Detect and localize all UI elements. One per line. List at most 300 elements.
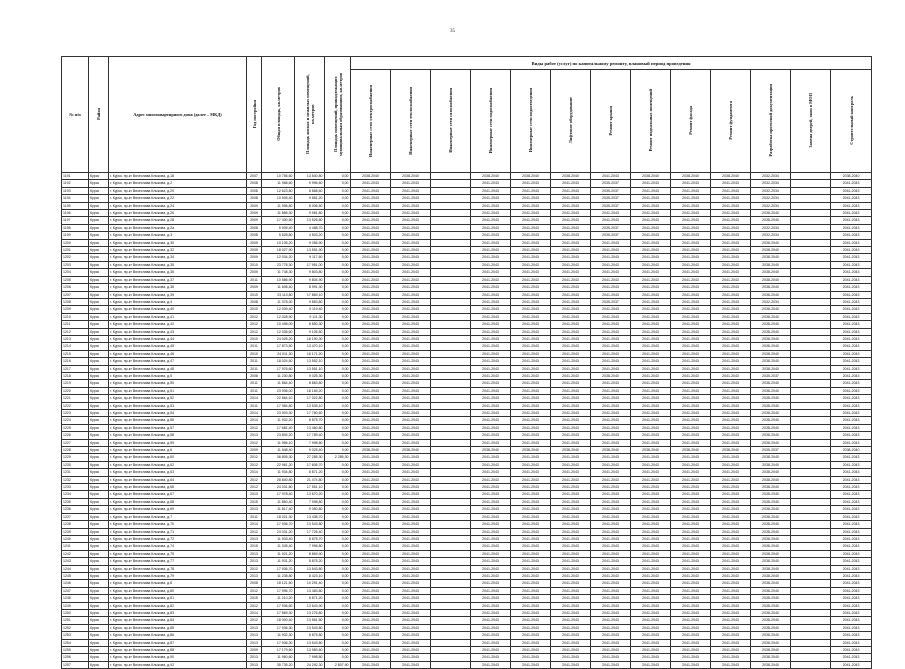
cell-work-doors-windows	[791, 187, 831, 194]
cell-work-construction-control: 2041-2043	[831, 224, 872, 231]
cell-residential-area: 9 804,90	[295, 276, 325, 283]
cell-district: Курск	[89, 247, 109, 254]
cell-work-sewer: 2041-2043	[511, 617, 551, 624]
cell-work-construction-control: 2041-2043	[831, 491, 872, 498]
table-row	[62, 232, 872, 239]
cell-work-foundation: 2041-2043	[711, 550, 751, 557]
cell-district: Курск	[89, 217, 109, 224]
cell-address: г. Курск, пр-кт Вячеслава Клыкова, д.39	[109, 291, 247, 298]
cell-work-roof: 2041-2043	[591, 461, 631, 468]
cell-year: 2008	[247, 232, 262, 239]
cell-work-roof: 2041-2043	[591, 602, 631, 609]
cell-work-sewer: 2041-2043	[511, 602, 551, 609]
table-row	[62, 291, 872, 298]
cell-work-basement: 2041-2043	[631, 276, 671, 283]
cell-row-no: 1191	[62, 173, 89, 180]
cell-work-construction-control: 2041-2043	[831, 202, 872, 209]
cell-year: 2008	[247, 180, 262, 187]
cell-work-design-docs: 2038-2040	[751, 358, 791, 365]
cell-year: 2013	[247, 491, 262, 498]
cell-work-electric: 2041-2043	[351, 469, 391, 476]
table-row	[62, 647, 872, 654]
cell-work-gas	[431, 387, 471, 394]
cell-work-doors-windows	[791, 343, 831, 350]
cell-total-area: 11 748,30	[262, 269, 295, 276]
cell-work-water: 2041-2043	[471, 558, 511, 565]
cell-address: г. Курск, пр-кт Вячеслава Клыкова, д.20	[109, 187, 247, 194]
cell-work-elevator: 2041-2043	[551, 439, 591, 446]
cell-work-roof: 2041-2043	[591, 572, 631, 579]
cell-work-sewer: 2041-2043	[511, 580, 551, 587]
cell-work-electric: 2041-2043	[351, 210, 391, 217]
cell-work-foundation: 2041-2043	[711, 565, 751, 572]
cell-work-sewer: 2041-2043	[511, 632, 551, 639]
cell-communal-area: 0,00	[325, 298, 351, 305]
cell-row-no: 1199	[62, 232, 89, 239]
cell-work-gas	[431, 350, 471, 357]
cell-work-foundation: 2041-2043	[711, 417, 751, 424]
cell-work-gas	[431, 580, 471, 587]
cell-row-no: 1219	[62, 380, 89, 387]
cell-district: Курск	[89, 210, 109, 217]
cell-work-basement: 2041-2043	[631, 387, 671, 394]
cell-address: г. Курск, пр-кт Вячеслава Клыкова, д.82	[109, 602, 247, 609]
cell-total-area: 11 932,20	[262, 417, 295, 424]
cell-residential-area: 13 438,70	[295, 513, 325, 520]
cell-work-design-docs: 2038-2040	[751, 484, 791, 491]
cell-work-roof: 2041-2043	[591, 335, 631, 342]
cell-total-area: 23 903,30	[262, 410, 295, 417]
cell-work-sewer: 2041-2043	[511, 558, 551, 565]
cell-work-design-docs: 2038-2040	[751, 498, 791, 505]
cell-work-foundation: 2041-2043	[711, 224, 751, 231]
cell-year: 2008	[247, 372, 262, 379]
table-row	[62, 402, 872, 409]
cell-work-heating: 2041-2043	[391, 461, 431, 468]
table-row	[62, 350, 872, 357]
cell-work-design-docs: 2038-2040	[751, 424, 791, 431]
table-row	[62, 261, 872, 268]
cell-communal-area: 0,00	[325, 210, 351, 217]
cell-row-no: 1227	[62, 439, 89, 446]
cell-address: г. Курск, пр-кт Вячеслава Клыкова, д.59	[109, 439, 247, 446]
cell-residential-area: 4 488,70	[295, 224, 325, 231]
cell-total-area: 12 623,80	[262, 187, 295, 194]
cell-work-foundation: 2041-2043	[711, 498, 751, 505]
cell-work-facade: 2041-2043	[671, 506, 711, 513]
cell-work-doors-windows	[791, 491, 831, 498]
cell-work-sewer: 2041-2043	[511, 254, 551, 261]
cell-work-doors-windows	[791, 269, 831, 276]
cell-work-electric: 2041-2043	[351, 261, 391, 268]
cell-work-construction-control: 2041-2043	[831, 313, 872, 320]
cell-total-area: 11 238,80	[262, 572, 295, 579]
cell-work-basement: 2041-2043	[631, 558, 671, 565]
cell-work-basement: 2041-2043	[631, 239, 671, 246]
cell-work-elevator: 2041-2043	[551, 632, 591, 639]
cell-work-construction-control: 2041-2043	[831, 180, 872, 187]
table-header	[62, 57, 872, 173]
cell-work-roof: 2041-2043	[591, 239, 631, 246]
cell-work-electric: 2041-2043	[351, 224, 391, 231]
cell-work-construction-control: 2041-2043	[831, 328, 872, 335]
cell-work-sewer: 2041-2043	[511, 239, 551, 246]
cell-row-no: 1224	[62, 417, 89, 424]
table-row	[62, 195, 872, 202]
cell-work-construction-control: 2041-2043	[831, 454, 872, 461]
cell-work-foundation: 2041-2043	[711, 580, 751, 587]
table-row	[62, 439, 872, 446]
cell-work-elevator: 2041-2043	[551, 180, 591, 187]
cell-work-design-docs: 2038-2040	[751, 469, 791, 476]
cell-work-water: 2041-2043	[471, 609, 511, 616]
cell-work-elevator: 2041-2043	[551, 521, 591, 528]
cell-work-construction-control: 2041-2043	[831, 306, 872, 313]
cell-work-doors-windows	[791, 247, 831, 254]
cell-district: Курск	[89, 602, 109, 609]
cell-work-doors-windows	[791, 595, 831, 602]
cell-work-basement: 2041-2043	[631, 484, 671, 491]
cell-work-facade: 2041-2043	[671, 454, 711, 461]
cell-work-roof: 2041-2043	[591, 328, 631, 335]
cell-district: Курск	[89, 180, 109, 187]
cell-work-electric: 2041-2043	[351, 624, 391, 631]
cell-work-facade: 2041-2043	[671, 476, 711, 483]
cell-work-gas	[431, 572, 471, 579]
cell-work-electric: 2041-2043	[351, 506, 391, 513]
cell-work-design-docs: 2038-2040	[751, 395, 791, 402]
cell-work-facade: 2041-2043	[671, 521, 711, 528]
cell-work-doors-windows	[791, 358, 831, 365]
cell-total-area: 11 956,10	[262, 439, 295, 446]
cell-work-electric: 2041-2043	[351, 306, 391, 313]
cell-communal-area: 0,00	[325, 358, 351, 365]
cell-work-facade: 2041-2043	[671, 595, 711, 602]
cell-work-foundation: 2041-2043	[711, 609, 751, 616]
cell-address: г. Курск, пр-кт Вячеслава Клыкова, д.80	[109, 587, 247, 594]
cell-work-heating: 2041-2043	[391, 239, 431, 246]
cell-district: Курск	[89, 654, 109, 661]
cell-work-foundation: 2041-2043	[711, 654, 751, 661]
table-row	[62, 269, 872, 276]
cell-work-electric: 2041-2043	[351, 187, 391, 194]
cell-address: г. Курск, пр-кт Вячеслава Клыкова, д.52	[109, 395, 247, 402]
cell-year: 2010	[247, 261, 262, 268]
cell-work-foundation: 2041-2043	[711, 187, 751, 194]
cell-work-construction-control: 2041-2043	[831, 572, 872, 579]
cell-year: 2013	[247, 535, 262, 542]
cell-district: Курск	[89, 417, 109, 424]
cell-work-heating: 2041-2043	[391, 513, 431, 520]
cell-year: 2014	[247, 609, 262, 616]
cell-row-no: 1197	[62, 217, 89, 224]
cell-work-design-docs: 2038-2040	[751, 491, 791, 498]
cell-residential-area: 10 291,40	[295, 580, 325, 587]
cell-work-basement: 2041-2043	[631, 247, 671, 254]
cell-district: Курск	[89, 224, 109, 231]
cell-work-facade: 2041-2043	[671, 224, 711, 231]
cell-work-doors-windows	[791, 276, 831, 283]
cell-work-roof: 2041-2043	[591, 173, 631, 180]
cell-residential-area: 8 875,70	[295, 417, 325, 424]
cell-work-facade: 2041-2043	[671, 484, 711, 491]
table-row	[62, 484, 872, 491]
cell-work-electric: 2041-2043	[351, 609, 391, 616]
cell-work-construction-control: 2041-2043	[831, 321, 872, 328]
cell-work-elevator: 2041-2043	[551, 261, 591, 268]
cell-work-gas	[431, 269, 471, 276]
cell-work-design-docs: 2032-2034	[751, 173, 791, 180]
cell-work-gas	[431, 365, 471, 372]
cell-district: Курск	[89, 491, 109, 498]
cell-communal-area: 0,00	[325, 580, 351, 587]
cell-work-sewer: 2041-2043	[511, 654, 551, 661]
cell-work-heating: 2041-2043	[391, 380, 431, 387]
cell-communal-area: 2 807,90	[325, 661, 351, 668]
cell-work-electric: 2041-2043	[351, 476, 391, 483]
cell-residential-area: 7 998,80	[295, 498, 325, 505]
cell-address: г. Курск, пр-кт Вячеслава Клыкова, д.45	[109, 343, 247, 350]
cell-communal-area: 0,00	[325, 521, 351, 528]
cell-work-water: 2041-2043	[471, 380, 511, 387]
cell-address: г. Курск, пр-кт Вячеслава Клыкова, д.8	[109, 580, 247, 587]
cell-year: 2009	[247, 269, 262, 276]
cell-work-sewer: 2041-2043	[511, 321, 551, 328]
cell-work-foundation: 2041-2043	[711, 335, 751, 342]
cell-work-basement: 2041-2043	[631, 210, 671, 217]
cell-work-electric: 2041-2043	[351, 565, 391, 572]
cell-work-design-docs: 2038-2040	[751, 217, 791, 224]
cell-district: Курск	[89, 632, 109, 639]
table-row	[62, 602, 872, 609]
cell-work-sewer: 2041-2043	[511, 624, 551, 631]
cell-work-roof: 2035-2037	[591, 232, 631, 239]
cell-communal-area: 0,00	[325, 343, 351, 350]
table-row	[62, 528, 872, 535]
table-row	[62, 254, 872, 261]
cell-residential-area: 9 056,90	[295, 239, 325, 246]
cell-work-electric: 2041-2043	[351, 313, 391, 320]
cell-total-area: 10 105,20	[262, 239, 295, 246]
cell-work-gas	[431, 454, 471, 461]
cell-year: 2015	[247, 595, 262, 602]
cell-work-sewer: 2041-2043	[511, 609, 551, 616]
cell-work-electric: 2041-2043	[351, 580, 391, 587]
cell-work-water: 2041-2043	[471, 395, 511, 402]
cell-row-no: 1220	[62, 387, 89, 394]
cell-total-area: 12 034,20	[262, 254, 295, 261]
cell-work-basement: 2041-2043	[631, 402, 671, 409]
cell-work-basement: 2041-2043	[631, 424, 671, 431]
cell-address: г. Курск, пр-кт Вячеслава Клыкова, д.70	[109, 521, 247, 528]
cell-work-sewer: 2038-2040	[511, 173, 551, 180]
cell-work-construction-control: 2041-2043	[831, 528, 872, 535]
table-row	[62, 617, 872, 624]
cell-work-roof: 2041-2043	[591, 439, 631, 446]
cell-work-roof: 2041-2043	[591, 343, 631, 350]
cell-work-construction-control: 2041-2043	[831, 410, 872, 417]
cell-work-heating: 2041-2043	[391, 572, 431, 579]
cell-district: Курск	[89, 609, 109, 616]
cell-work-sewer: 2041-2043	[511, 247, 551, 254]
cell-work-basement: 2041-2043	[631, 321, 671, 328]
cell-work-elevator: 2041-2043	[551, 232, 591, 239]
cell-work-design-docs: 2038-2040	[751, 587, 791, 594]
cell-work-design-docs: 2038-2040	[751, 513, 791, 520]
cell-work-elevator: 2041-2043	[551, 454, 591, 461]
cell-work-facade: 2041-2043	[671, 513, 711, 520]
cell-row-no: 1231	[62, 469, 89, 476]
cell-residential-area: 8 868,60	[295, 187, 325, 194]
cell-work-water: 2041-2043	[471, 358, 511, 365]
cell-work-elevator: 2041-2043	[551, 202, 591, 209]
cell-year: 2009	[247, 202, 262, 209]
cell-work-electric: 2041-2043	[351, 410, 391, 417]
cell-year: 2011	[247, 513, 262, 520]
cell-row-no: 1195	[62, 202, 89, 209]
cell-work-electric: 2041-2043	[351, 632, 391, 639]
cell-work-foundation: 2041-2043	[711, 558, 751, 565]
cell-work-heating: 2041-2043	[391, 261, 431, 268]
cell-work-roof: 2041-2043	[591, 358, 631, 365]
cell-work-foundation: 2041-2043	[711, 617, 751, 624]
cell-work-basement: 2041-2043	[631, 513, 671, 520]
cell-work-foundation: 2041-2043	[711, 261, 751, 268]
cell-row-no: 1210	[62, 313, 89, 320]
cell-district: Курск	[89, 447, 109, 454]
cell-work-elevator: 2038-2040	[551, 173, 591, 180]
cell-district: Курск	[89, 454, 109, 461]
cell-work-foundation: 2041-2043	[711, 461, 751, 468]
cell-work-water: 2041-2043	[471, 328, 511, 335]
cell-work-elevator: 2041-2043	[551, 365, 591, 372]
cell-work-design-docs: 2032-2034	[751, 232, 791, 239]
table-row	[62, 595, 872, 602]
cell-year: 2012	[247, 328, 262, 335]
cell-work-foundation: 2041-2043	[711, 387, 751, 394]
cell-communal-area: 0,00	[325, 461, 351, 468]
cell-work-basement: 2041-2043	[631, 476, 671, 483]
cell-work-gas	[431, 521, 471, 528]
cell-work-electric: 2041-2043	[351, 358, 391, 365]
cell-address: г. Курск, пр-кт Вячеслава Клыкова, д.66	[109, 484, 247, 491]
cell-work-roof: 2041-2043	[591, 217, 631, 224]
cell-work-foundation: 2041-2043	[711, 521, 751, 528]
cell-residential-area: 8 869,90	[295, 550, 325, 557]
cell-work-heating: 2038-2040	[391, 173, 431, 180]
cell-work-doors-windows	[791, 387, 831, 394]
cell-row-no: 1216	[62, 358, 89, 365]
cell-residential-area: 8 006,50	[295, 202, 325, 209]
cell-total-area: 12 035,60	[262, 328, 295, 335]
cell-work-foundation: 2041-2043	[711, 365, 751, 372]
cell-work-heating: 2041-2043	[391, 321, 431, 328]
cell-work-construction-control: 2041-2043	[831, 602, 872, 609]
cell-address: г. Курск, пр-кт Вячеслава Клыкова, д.88	[109, 647, 247, 654]
cell-work-heating: 2041-2043	[391, 410, 431, 417]
cell-work-heating: 2041-2043	[391, 661, 431, 668]
cell-work-doors-windows	[791, 313, 831, 320]
cell-work-water: 2041-2043	[471, 528, 511, 535]
cell-work-facade: 2041-2043	[671, 469, 711, 476]
cell-work-basement: 2038-2040	[631, 173, 671, 180]
cell-work-construction-control: 2041-2043	[831, 617, 872, 624]
cell-work-design-docs: 2038-2040	[751, 565, 791, 572]
cell-work-doors-windows	[791, 543, 831, 550]
cell-work-construction-control: 2041-2043	[831, 187, 872, 194]
cell-address: г. Курск, пр-кт Вячеслава Клыкова, д.30	[109, 239, 247, 246]
cell-work-gas	[431, 380, 471, 387]
cell-work-doors-windows	[791, 587, 831, 594]
cell-work-elevator: 2041-2043	[551, 550, 591, 557]
cell-work-facade: 2041-2043	[671, 580, 711, 587]
cell-district: Курск	[89, 306, 109, 313]
header-work-5: Инженерные сети водоотведения	[511, 70, 551, 173]
cell-total-area: 11 931,20	[262, 558, 295, 565]
cell-residential-area: 13 552,10	[295, 358, 325, 365]
cell-work-elevator: 2041-2043	[551, 387, 591, 394]
cell-work-construction-control: 2041-2043	[831, 269, 872, 276]
cell-work-roof: 2041-2043	[591, 609, 631, 616]
cell-address: г. Курск, пр-кт Вячеслава Клыкова, д.54	[109, 410, 247, 417]
cell-residential-area: 18 171,20	[295, 350, 325, 357]
cell-work-foundation: 2041-2043	[711, 247, 751, 254]
cell-work-roof: 2041-2043	[591, 506, 631, 513]
cell-work-water: 2041-2043	[471, 572, 511, 579]
cell-address: г. Курск, пр-кт Вячеслава Клыкова, д.37	[109, 276, 247, 283]
cell-work-elevator: 2041-2043	[551, 321, 591, 328]
cell-work-facade: 2041-2043	[671, 343, 711, 350]
cell-total-area: 28 840,80	[262, 476, 295, 483]
cell-work-sewer: 2041-2043	[511, 180, 551, 187]
cell-work-facade: 2041-2043	[671, 602, 711, 609]
cell-work-design-docs: 2038-2040	[751, 528, 791, 535]
cell-work-construction-control: 2041-2043	[831, 195, 872, 202]
cell-work-heating: 2041-2043	[391, 647, 431, 654]
cell-work-gas	[431, 476, 471, 483]
cell-work-electric: 2041-2043	[351, 269, 391, 276]
cell-work-electric: 2041-2043	[351, 335, 391, 342]
cell-work-construction-control: 2041-2043	[831, 298, 872, 305]
cell-total-area: 36 805,30	[262, 454, 295, 461]
cell-communal-area: 0,00	[325, 306, 351, 313]
cell-work-sewer: 2041-2043	[511, 513, 551, 520]
table-row	[62, 543, 872, 550]
cell-work-water: 2041-2043	[471, 321, 511, 328]
cell-district: Курск	[89, 565, 109, 572]
cell-work-construction-control: 2041-2043	[831, 417, 872, 424]
cell-row-no: 1215	[62, 350, 89, 357]
cell-work-sewer: 2041-2043	[511, 498, 551, 505]
cell-work-foundation: 2041-2043	[711, 269, 751, 276]
cell-total-area: 11 210,20	[262, 595, 295, 602]
cell-total-area: 17 936,70	[262, 565, 295, 572]
cell-work-electric: 2041-2043	[351, 595, 391, 602]
cell-work-basement: 2041-2043	[631, 587, 671, 594]
cell-work-heating: 2041-2043	[391, 639, 431, 646]
cell-work-sewer: 2041-2043	[511, 350, 551, 357]
cell-work-sewer: 2041-2043	[511, 343, 551, 350]
table-row	[62, 187, 872, 194]
cell-work-electric: 2041-2043	[351, 661, 391, 668]
table-row	[62, 365, 872, 372]
cell-row-no: 1251	[62, 617, 89, 624]
cell-work-doors-windows	[791, 232, 831, 239]
cell-work-roof: 2041-2043	[591, 210, 631, 217]
cell-work-sewer: 2041-2043	[511, 565, 551, 572]
cell-work-facade: 2041-2043	[671, 365, 711, 372]
cell-work-gas	[431, 313, 471, 320]
